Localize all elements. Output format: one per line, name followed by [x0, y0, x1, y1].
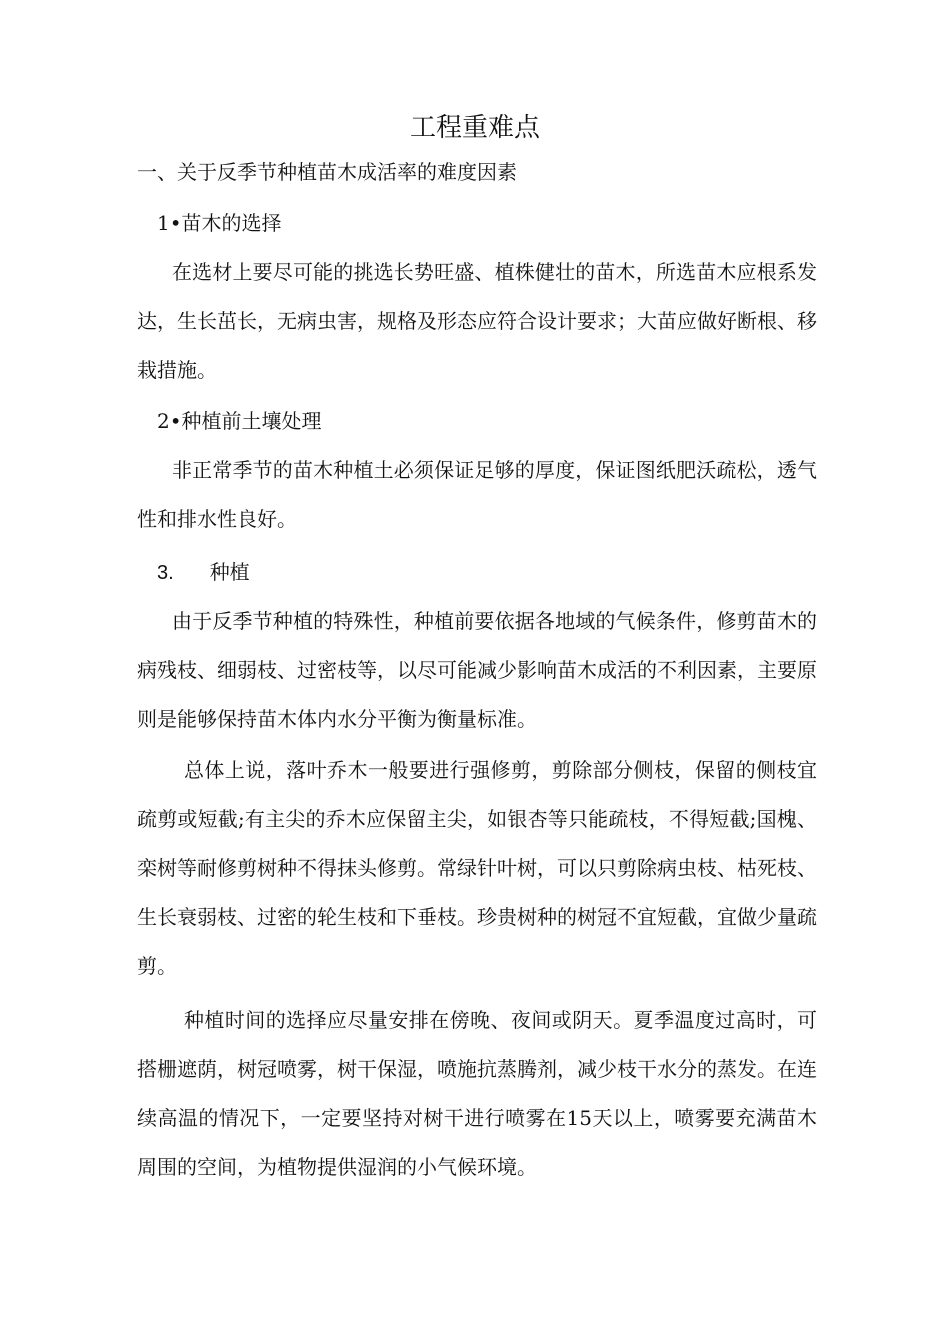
item-3-number: 3. [157, 562, 174, 584]
item-2-paragraph: 非正常季节的苗木种植土必须保证足够的厚度，保证图纸肥沃疏松，透气性和排水性良好。 [137, 458, 817, 531]
section-heading: 一、关于反季节种植苗木成活率的难度因素 [137, 160, 517, 184]
item-3-paragraph-3: 种植时间的选择应尽量安排在傍晚、夜间或阴天。夏季温度过高时，可搭栅遮荫，树冠喷雾，树干保湿，喷施抗蒸腾剂，减少枝干水分的蒸发。在连续高温的情况下，一定要坚持对树干进行喷雾在15天以上，喷雾要充满苗木周围的空间，为植物提供湿润的小气候环境。 [137, 1008, 817, 1179]
page-title: 工程重难点 [409, 113, 540, 143]
item-1-heading: 1•苗木的选择 [157, 211, 282, 235]
item-3-heading-text: 种植 [209, 560, 250, 584]
item-3-paragraph-1: 由于反季节种植的特殊性，种植前要依据各地域的气候条件，修剪苗木的病残枝、细弱枝、过密枝等，以尽可能减少影响苗木成活的不利因素，主要原则是能够保持苗木体内水分平衡为衡量标准。 [137, 609, 817, 731]
item-2-heading: 2•种植前土壤处理 [157, 409, 322, 433]
item-1-paragraph: 在选材上要尽可能的挑选长势旺盛、植株健壮的苗木，所选苗木应根系发达，生长茁长，无病虫害，规格及形态应符合设计要求；大苗应做好断根、移栽措施。 [137, 260, 817, 382]
item-3-paragraph-2: 总体上说，落叶乔木一般要进行强修剪，剪除部分侧枝，保留的侧枝宜疏剪或短截;有主尖的乔木应保留主尖，如银杏等只能疏枝，不得短截;国槐、栾树等耐修剪树种不得抹头修剪。常绿针叶树，可以只剪除病虫枝、枯死枝、生长衰弱枝、过密的轮生枝和下垂枝。珍贵树种的树冠不宜短截，宜做少量疏剪。 [137, 758, 817, 978]
item-3-heading [157, 557, 250, 588]
